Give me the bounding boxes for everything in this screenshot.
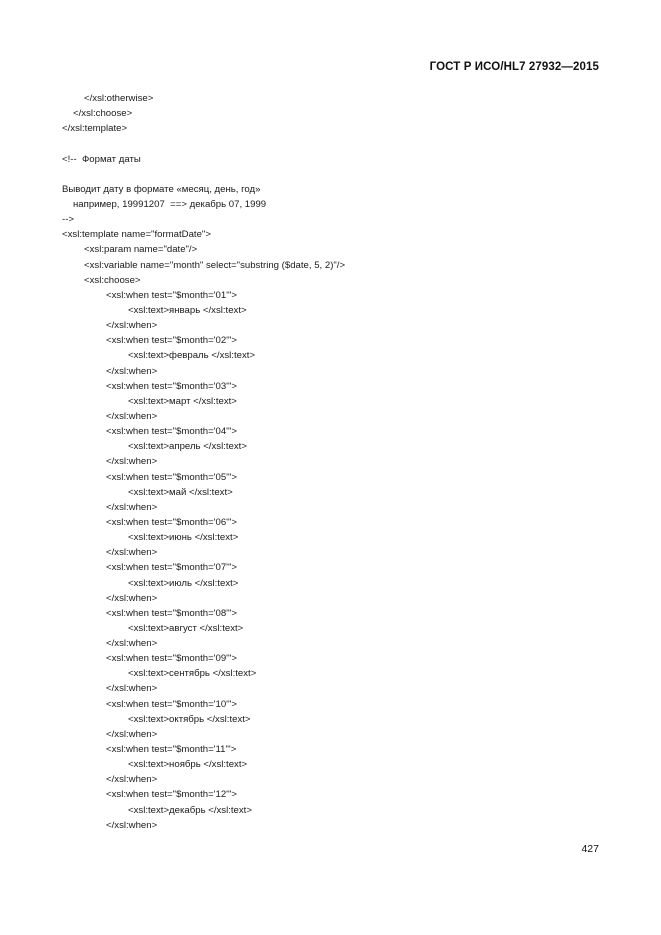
code-line: <xsl:text>май </xsl:text> bbox=[128, 486, 233, 498]
code-line: <xsl:text>апрель </xsl:text> bbox=[128, 441, 247, 453]
code-line: --> bbox=[62, 214, 74, 226]
code-line: </xsl:when> bbox=[106, 638, 158, 650]
code-line: <xsl:text>март </xsl:text> bbox=[128, 395, 237, 407]
code-line: <xsl:when test="$month='12'"> bbox=[106, 789, 238, 801]
code-line: <xsl:when test="$month='01'"> bbox=[106, 289, 238, 301]
code-line: <xsl:text>август </xsl:text> bbox=[128, 622, 244, 634]
code-line: </xsl:when> bbox=[106, 728, 158, 740]
code-line: <xsl:when test="$month='09'"> bbox=[106, 653, 238, 665]
code-line: <xsl:variable name="month" select="substring ($date, 5, 2)"/> bbox=[84, 259, 346, 271]
code-line: </xsl:when> bbox=[106, 683, 158, 695]
code-line: <xsl:text>февраль </xsl:text> bbox=[128, 350, 256, 362]
code-line: </xsl:when> bbox=[106, 410, 158, 422]
code-line: <xsl:when test="$month='08'"> bbox=[106, 607, 238, 619]
code-line: <xsl:text>октябрь </xsl:text> bbox=[128, 713, 251, 725]
code-line: </xsl:when> bbox=[106, 592, 158, 604]
code-line: <xsl:when test="$month='04'"> bbox=[106, 426, 238, 438]
code-line: <xsl:text>июль </xsl:text> bbox=[128, 577, 239, 589]
code-line: </xsl:template> bbox=[62, 123, 128, 135]
code-line: <xsl:when test="$month='07'"> bbox=[106, 562, 238, 574]
page-number: 427 bbox=[581, 843, 599, 855]
code-line: <xsl:text>декабрь </xsl:text> bbox=[128, 804, 252, 816]
code-line: <xsl:choose> bbox=[84, 274, 141, 286]
code-line: <xsl:when test="$month='10'"> bbox=[106, 698, 238, 710]
code-line: <xsl:when test="$month='06'"> bbox=[106, 516, 238, 528]
code-line: <xsl:when test="$month='03'"> bbox=[106, 380, 238, 392]
code-line: </xsl:when> bbox=[106, 365, 158, 377]
code-line: <xsl:when test="$month='11'"> bbox=[106, 744, 237, 756]
code-line: <xsl:when test="$month='05'"> bbox=[106, 471, 238, 483]
code-line bbox=[62, 136, 599, 151]
code-line: <xsl:text>ноябрь </xsl:text> bbox=[128, 759, 248, 771]
code-line: </xsl:when> bbox=[106, 320, 158, 332]
code-line: </xsl:when> bbox=[106, 547, 158, 559]
code-line: </xsl:choose> bbox=[73, 108, 133, 120]
code-line: <xsl:text>июнь </xsl:text> bbox=[128, 532, 239, 544]
code-line: </xsl:otherwise> bbox=[84, 93, 154, 104]
code-listing bbox=[62, 91, 599, 833]
code-line bbox=[62, 167, 599, 182]
code-line: <xsl:text>январь </xsl:text> bbox=[128, 304, 247, 316]
code-line: <xsl:template name="formatDate"> bbox=[62, 229, 211, 241]
code-line: <xsl:when test="$month='02'"> bbox=[106, 335, 238, 347]
document-header: ГОСТ Р ИСО/HL7 27932—2015 bbox=[429, 61, 599, 73]
code-line: <xsl:text>сентябрь </xsl:text> bbox=[128, 668, 257, 680]
code-line: <!-- Формат даты bbox=[62, 153, 141, 165]
code-line: </xsl:when> bbox=[106, 819, 158, 831]
code-line: </xsl:when> bbox=[106, 501, 158, 513]
code-line: например, 19991207 ==> декабрь 07, 1999 bbox=[73, 198, 267, 210]
code-line: </xsl:when> bbox=[106, 774, 158, 786]
code-line: </xsl:when> bbox=[106, 456, 158, 468]
code-line: <xsl:param name="date"/> bbox=[84, 244, 198, 256]
code-line: Выводит дату в формате «месяц, день, год» bbox=[62, 183, 261, 195]
